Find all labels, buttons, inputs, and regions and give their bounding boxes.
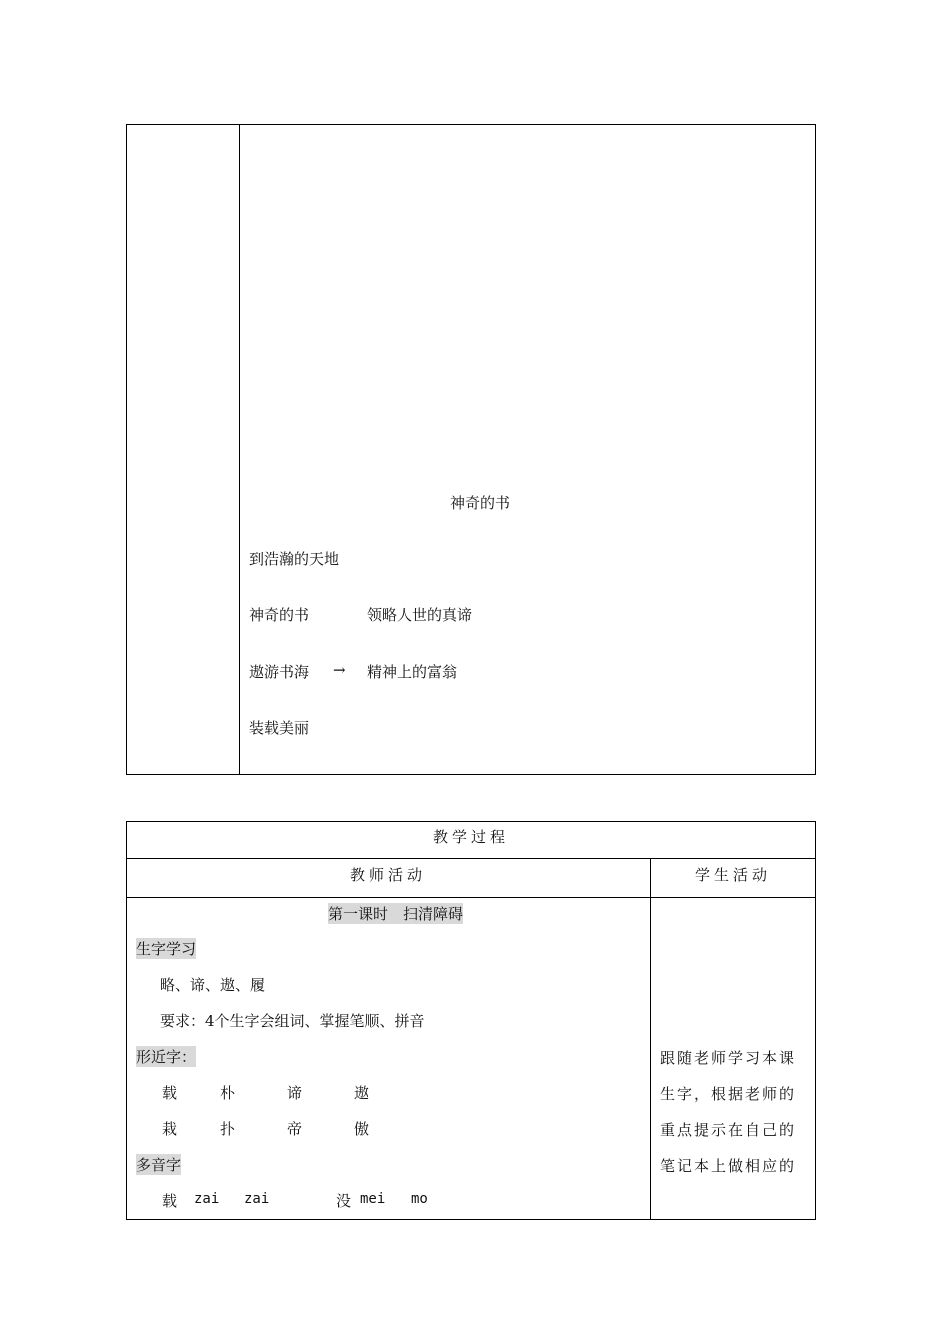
- similar-char: 扑: [220, 1120, 236, 1138]
- new-chars-list: 略、谛、遨、履: [160, 976, 266, 994]
- board-line-3-right: 精神上的富翁: [367, 663, 458, 681]
- board-line-2-left: 神奇的书: [249, 606, 310, 624]
- polyphone-char: 没: [336, 1192, 352, 1210]
- student-activity-text: 跟随老师学习本课生字，根据老师的重点提示在自己的笔记本上做相应的: [660, 1049, 797, 1175]
- board-line-1: 到浩瀚的天地: [249, 550, 340, 568]
- lesson-title: 第一课时 扫清障碍: [328, 905, 464, 923]
- board-line-3-left: 遨游书海: [249, 663, 310, 681]
- board-line-4: 装载美丽: [249, 719, 310, 737]
- top-table-border-right: [815, 124, 816, 775]
- process-border-bottom: [126, 1219, 816, 1220]
- process-border-mid: [650, 858, 651, 1220]
- polyphone-char: 载: [162, 1192, 178, 1210]
- similar-char: 帝: [287, 1120, 303, 1138]
- process-border-left: [126, 821, 127, 1220]
- process-border-top: [126, 821, 816, 822]
- top-table-border-left: [126, 124, 127, 775]
- pinyin: zai: [194, 1191, 220, 1207]
- teacher-activity-header: 教师活动: [350, 866, 427, 884]
- similar-char: 遨: [354, 1084, 370, 1102]
- similar-chars-heading: 形近字：: [136, 1048, 197, 1066]
- pinyin: zai: [244, 1191, 270, 1207]
- process-border-right: [815, 821, 816, 1220]
- pinyin: mo: [411, 1191, 428, 1207]
- top-table-border-top: [126, 124, 816, 125]
- process-border-row1: [126, 858, 816, 859]
- polyphone-heading: 多音字: [136, 1156, 182, 1174]
- arrow-right-icon: →: [333, 661, 346, 679]
- requirement-text: 要求：4个生字会组词、掌握笔顺、拼音: [160, 1012, 425, 1030]
- new-chars-heading: 生字学习: [136, 940, 197, 958]
- similar-char: 载: [162, 1084, 178, 1102]
- similar-char: 谛: [287, 1084, 303, 1102]
- top-table-border-mid: [239, 124, 240, 775]
- similar-char: 栽: [162, 1120, 178, 1138]
- pinyin: mei: [360, 1191, 386, 1207]
- student-activity-header: 学生活动: [695, 866, 772, 884]
- top-table-border-bottom: [126, 774, 816, 775]
- process-border-row2: [126, 897, 816, 898]
- board-title: 神奇的书: [450, 494, 511, 512]
- similar-char: 傲: [354, 1120, 370, 1138]
- similar-char: 朴: [220, 1084, 236, 1102]
- process-header: 教学过程: [433, 828, 510, 846]
- board-line-2-right: 领略人世的真谛: [367, 606, 473, 624]
